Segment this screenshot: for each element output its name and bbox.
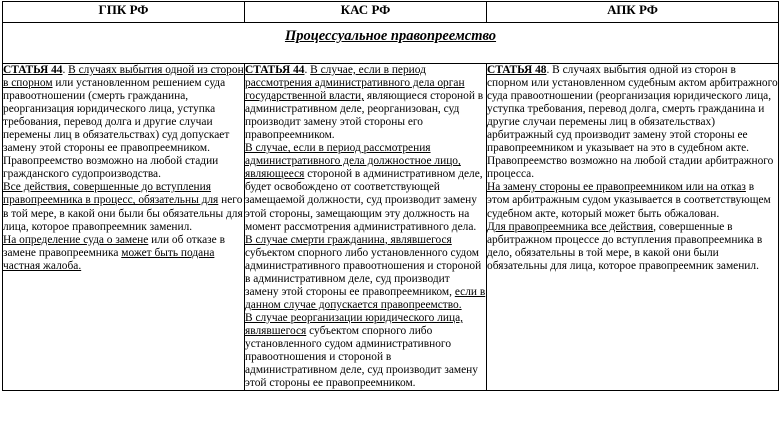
gpk-text: или установленном решением суда правоотношении (смерть гражданина, реорганизация юридического лица, уступка требования, перевод долга и другие случаи перемены лиц в обязательствах) суд допускает замену этой стороны ее правопреемником. xyxy=(3,77,230,155)
gpk-underlined-text: может быть подана частная жалоба. xyxy=(3,246,215,272)
header-row xyxy=(3,2,779,23)
kas-text: субъектом спорного либо установленного судом административного правоотношения и стороной в административном деле, суд производит замену этой стороны ее правопреемником. xyxy=(245,324,478,390)
kas-paragraph-1 xyxy=(245,64,486,142)
section-title: Процессуальное правопреемство xyxy=(284,28,497,44)
kas-text: . xyxy=(304,64,311,76)
gpk-paragraph-3 xyxy=(3,181,244,233)
kas-paragraph-2 xyxy=(245,142,486,233)
apk-text: . В случаях выбытия одной из сторон в спорном или установленном судебным актом арбитражного суда правоотношении (реорганизация юридического лица, уступка требования, перевод долга, смерть гражданина и другие случаи перемены лиц в обязательствах) арбитражный суд производит замену этой стороны ее правопреемником и указывает на это в судебном акте. Правопреемство возможно на любой стадии арбитражного процесса. xyxy=(487,64,778,181)
gpk-text: . xyxy=(62,64,69,76)
gpk-underlined-text: На определение суда о замене xyxy=(3,233,149,246)
apk-paragraph-3 xyxy=(487,221,778,273)
kas-underlined-text: В случае смерти гражданина, являвшегося xyxy=(245,233,452,246)
apk-text: , совершенные в арбитражном процессе до вступления правопреемника в дело, обязательны в той мере, в какой они были обязательны для лица, которое правопреемник заменил. xyxy=(487,220,763,272)
gpk-paragraph-1 xyxy=(3,64,244,155)
apk-paragraph-1 xyxy=(487,64,778,181)
section-cell xyxy=(3,23,779,64)
kas-underlined-text: В случае, если в период рассмотрения административного дела орган государственной власти, xyxy=(245,64,465,103)
gpk-paragraph-2: Правопреемство возможно на любой стадии гражданского судопроизводства. xyxy=(3,155,219,181)
kas-text: субъектом спорного либо установленного судом административного правоотношения и стороной в административном деле, суд производит замену этой стороны ее правопреемником, xyxy=(245,246,482,298)
gpk-paragraph-4 xyxy=(3,234,244,273)
kas-underlined-text: В случае, если в период рассмотрения административного дела должностное лицо, являющееся xyxy=(245,142,461,181)
gpk-cell xyxy=(3,64,245,391)
gpk-article-number: СТАТЬЯ 44 xyxy=(3,64,63,76)
comparison-table xyxy=(2,1,779,391)
apk-paragraph-2 xyxy=(487,181,778,220)
content-row xyxy=(3,64,779,391)
gpk-text: или об отказе в замене правопреемника xyxy=(3,233,225,259)
apk-cell xyxy=(487,64,779,391)
kas-cell xyxy=(245,64,487,391)
header-kas: КАС РФ xyxy=(245,2,487,23)
kas-underlined-text: В случае реорганизации юридического лица, являвшегося xyxy=(245,311,463,337)
apk-text: в этом арбитражным судом указывается в соответствующем судебном акте, который может быть обжалован. xyxy=(487,181,771,220)
kas-underlined-text: если в данном случае допускается правопреемство. xyxy=(245,285,486,311)
gpk-underlined-text: Все действия, совершенные до вступления правопреемника в процесс, обязательны для xyxy=(3,181,219,207)
kas-text: являющиеся стороной в административном деле, реорганизован, суд производит замену этой стороны его правопреемником. xyxy=(245,90,484,142)
header-gpk: ГПК РФ xyxy=(3,2,245,23)
apk-underlined-text: На замену стороны ее правопреемником или на отказ xyxy=(487,181,746,194)
apk-article-number: СТАТЬЯ 48 xyxy=(487,64,547,76)
gpk-text: него в той мере, в какой они были бы обязательны для лица, которое правопреемник заменил. xyxy=(3,194,243,233)
gpk-underlined-text: В случаях выбытия одной из сторон в спорном xyxy=(3,64,244,90)
apk-underlined-text: Для правопреемника все действия xyxy=(487,220,654,233)
header-apk: АПК РФ xyxy=(487,2,779,23)
kas-paragraph-3 xyxy=(245,234,486,312)
kas-paragraph-4 xyxy=(245,312,486,390)
kas-article-number: СТАТЬЯ 44 xyxy=(245,64,305,76)
section-row xyxy=(3,23,779,64)
kas-text: стороной в административном деле, будет освобождено от соответствующей замещаемой должности, суд производит замену этой стороны, замещающим эту должность на момент рассмотрения административного дела. xyxy=(245,168,483,233)
